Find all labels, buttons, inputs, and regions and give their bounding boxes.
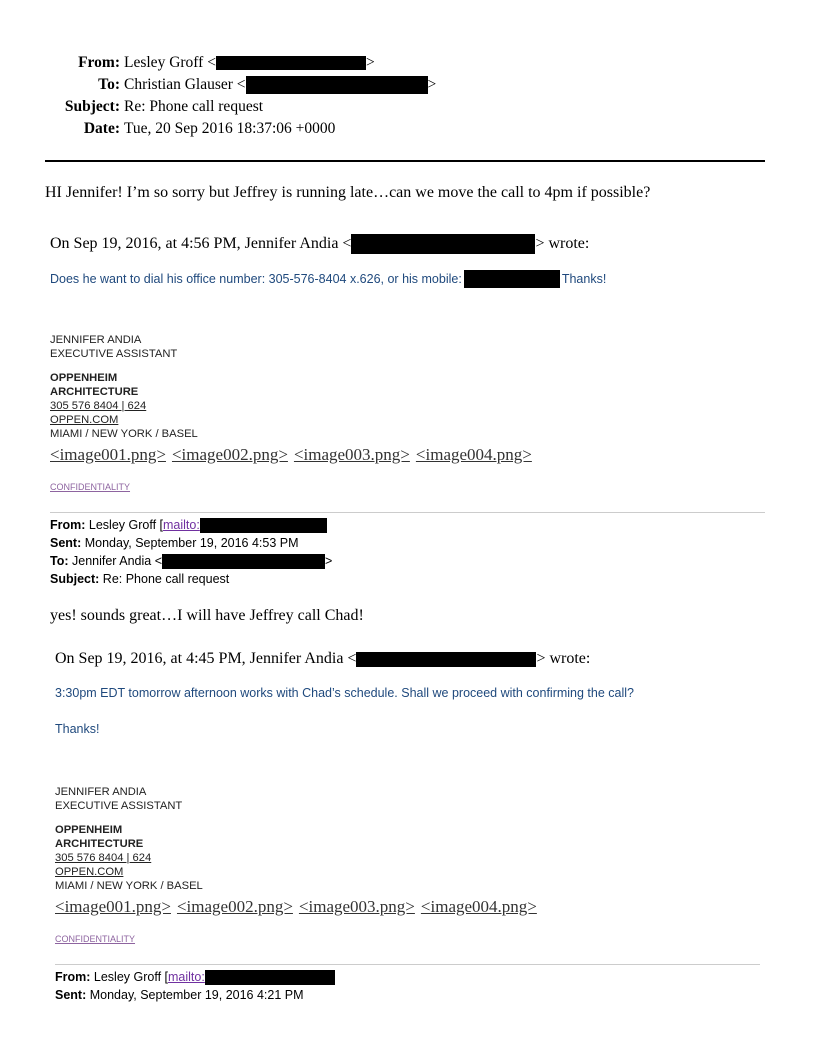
forward-header [55, 968, 335, 1004]
forward-divider [50, 512, 765, 513]
redaction-box [216, 56, 366, 70]
header-from-value: Lesley Groff < [124, 54, 216, 71]
signature-company: ARCHITECTURE [55, 838, 144, 850]
header-to-close: > [427, 76, 437, 93]
image-attachments [55, 897, 543, 917]
header-date-label: Date: [83, 120, 120, 137]
header-date-value: Tue, 20 Sep 2016 18:37:06 +0000 [124, 120, 336, 137]
header-divider [45, 160, 765, 162]
signature-company: OPPENHEIM [55, 824, 123, 836]
redaction-box [162, 554, 325, 569]
email-header [45, 52, 436, 140]
header-subject-row [45, 96, 436, 118]
quote2-intro-line [55, 650, 590, 668]
quote2-intro: On Sep 19, 2016, at 4:45 PM, Jennifer Andia < [55, 650, 357, 667]
header-to-value: Christian Glauser < [124, 76, 246, 93]
greeting-text: HI Jennifer! I’m so sorry but Jeffrey is running late…can we move the call to 4pm if possible? [45, 184, 651, 201]
signature-cities: MIAMI / NEW YORK / BASEL [50, 428, 198, 440]
header-to-label: To: [98, 76, 120, 93]
image-attachment-link[interactable]: <image003.png> [298, 897, 415, 916]
fwd-from-label: From: [50, 518, 86, 532]
image-attachment-link[interactable]: <image002.png> [176, 897, 293, 916]
fwd-to-label: To: [50, 554, 69, 568]
header-from-close: > [365, 54, 375, 71]
quote1-message-line [50, 270, 606, 288]
image-attachment-link[interactable]: <image004.png> [420, 897, 537, 916]
quote1-intro-line [50, 234, 589, 254]
fwd-from-label: From: [55, 970, 91, 984]
fwd-sent-value: Monday, September 19, 2016 4:21 PM [89, 988, 304, 1002]
quote1-wrote: > wrote: [535, 235, 590, 252]
confidentiality-link[interactable]: CONFIDENTIALITY [55, 934, 136, 944]
signature-phone-link[interactable]: 305 576 8404 | 624 [50, 400, 147, 412]
forward-header [50, 516, 332, 588]
quote2-thanks: Thanks! [55, 722, 100, 736]
quote1-thanks: Thanks! [561, 272, 607, 286]
header-from-label: From: [78, 54, 120, 71]
redaction-box [205, 970, 335, 985]
signature-name: JENNIFER ANDIA [50, 334, 142, 346]
redaction-box [464, 270, 560, 288]
fwd-from-row [55, 968, 335, 986]
fwd-from-value: Lesley Groff [ [93, 970, 169, 984]
redaction-box [356, 652, 536, 667]
image-attachment-link[interactable]: <image001.png> [50, 445, 166, 464]
header-from-row [45, 52, 436, 74]
signature-phone-link[interactable]: 305 576 8404 | 624 [55, 852, 152, 864]
quote2-message: 3:30pm EDT tomorrow afternoon works with Chad’s schedule. Shall we proceed with confirming the call? [55, 686, 634, 700]
redaction-box [200, 518, 327, 533]
image-attachments [50, 445, 538, 465]
fwd-subject-label: Subject: [50, 572, 100, 586]
header-to-row [45, 74, 436, 96]
signature-web-link[interactable]: OPPEN.COM [55, 866, 124, 878]
signature-cities: MIAMI / NEW YORK / BASEL [55, 880, 203, 892]
redaction-box [351, 234, 535, 254]
fwd-subject-value: Re: Phone call request [102, 572, 230, 586]
quote1-intro: On Sep 19, 2016, at 4:56 PM, Jennifer Andia < [50, 235, 352, 252]
fwd-sent-row [50, 534, 332, 552]
image-attachment-link[interactable]: <image003.png> [293, 445, 410, 464]
header-subject-label: Subject: [64, 98, 120, 115]
signature-name: JENNIFER ANDIA [55, 786, 147, 798]
signature-title: EXECUTIVE ASSISTANT [55, 800, 183, 812]
mailto-link[interactable]: mailto: [168, 970, 205, 984]
fwd-to-close: > [325, 554, 333, 568]
image-attachment-link[interactable]: <image001.png> [55, 897, 171, 916]
fwd-from-value: Lesley Groff [ [88, 518, 164, 532]
quote2-wrote: > wrote: [536, 650, 591, 667]
signature-title: EXECUTIVE ASSISTANT [50, 348, 178, 360]
forward-divider [55, 964, 760, 965]
fwd-sent-row [55, 986, 335, 1004]
image-attachment-link[interactable]: <image004.png> [415, 445, 532, 464]
confidentiality-link[interactable]: CONFIDENTIALITY [50, 482, 131, 492]
fwd-sent-value: Monday, September 19, 2016 4:53 PM [84, 536, 299, 550]
fwd-from-row [50, 516, 332, 534]
mailto-link[interactable]: mailto: [163, 518, 200, 532]
fwd-sent-label: Sent: [50, 536, 82, 550]
image-attachment-link[interactable]: <image002.png> [171, 445, 288, 464]
signature-company: OPPENHEIM [50, 372, 118, 384]
header-date-row [45, 118, 436, 140]
reply-text: yes! sounds great…I will have Jeffrey call Chad! [50, 607, 364, 624]
signature-web-link[interactable]: OPPEN.COM [50, 414, 119, 426]
fwd-to-row [50, 552, 332, 570]
signature-block [50, 333, 198, 441]
signature-company: ARCHITECTURE [50, 386, 139, 398]
quote1-message: Does he want to dial his office number: 305-576-8404 x.626, or his mobile: [50, 272, 462, 286]
fwd-sent-label: Sent: [55, 988, 87, 1002]
redaction-box [246, 76, 428, 94]
signature-block [55, 785, 203, 893]
header-subject-value: Re: Phone call request [124, 98, 264, 115]
fwd-to-value: Jennifer Andia < [72, 554, 162, 568]
fwd-subject-row [50, 570, 332, 588]
